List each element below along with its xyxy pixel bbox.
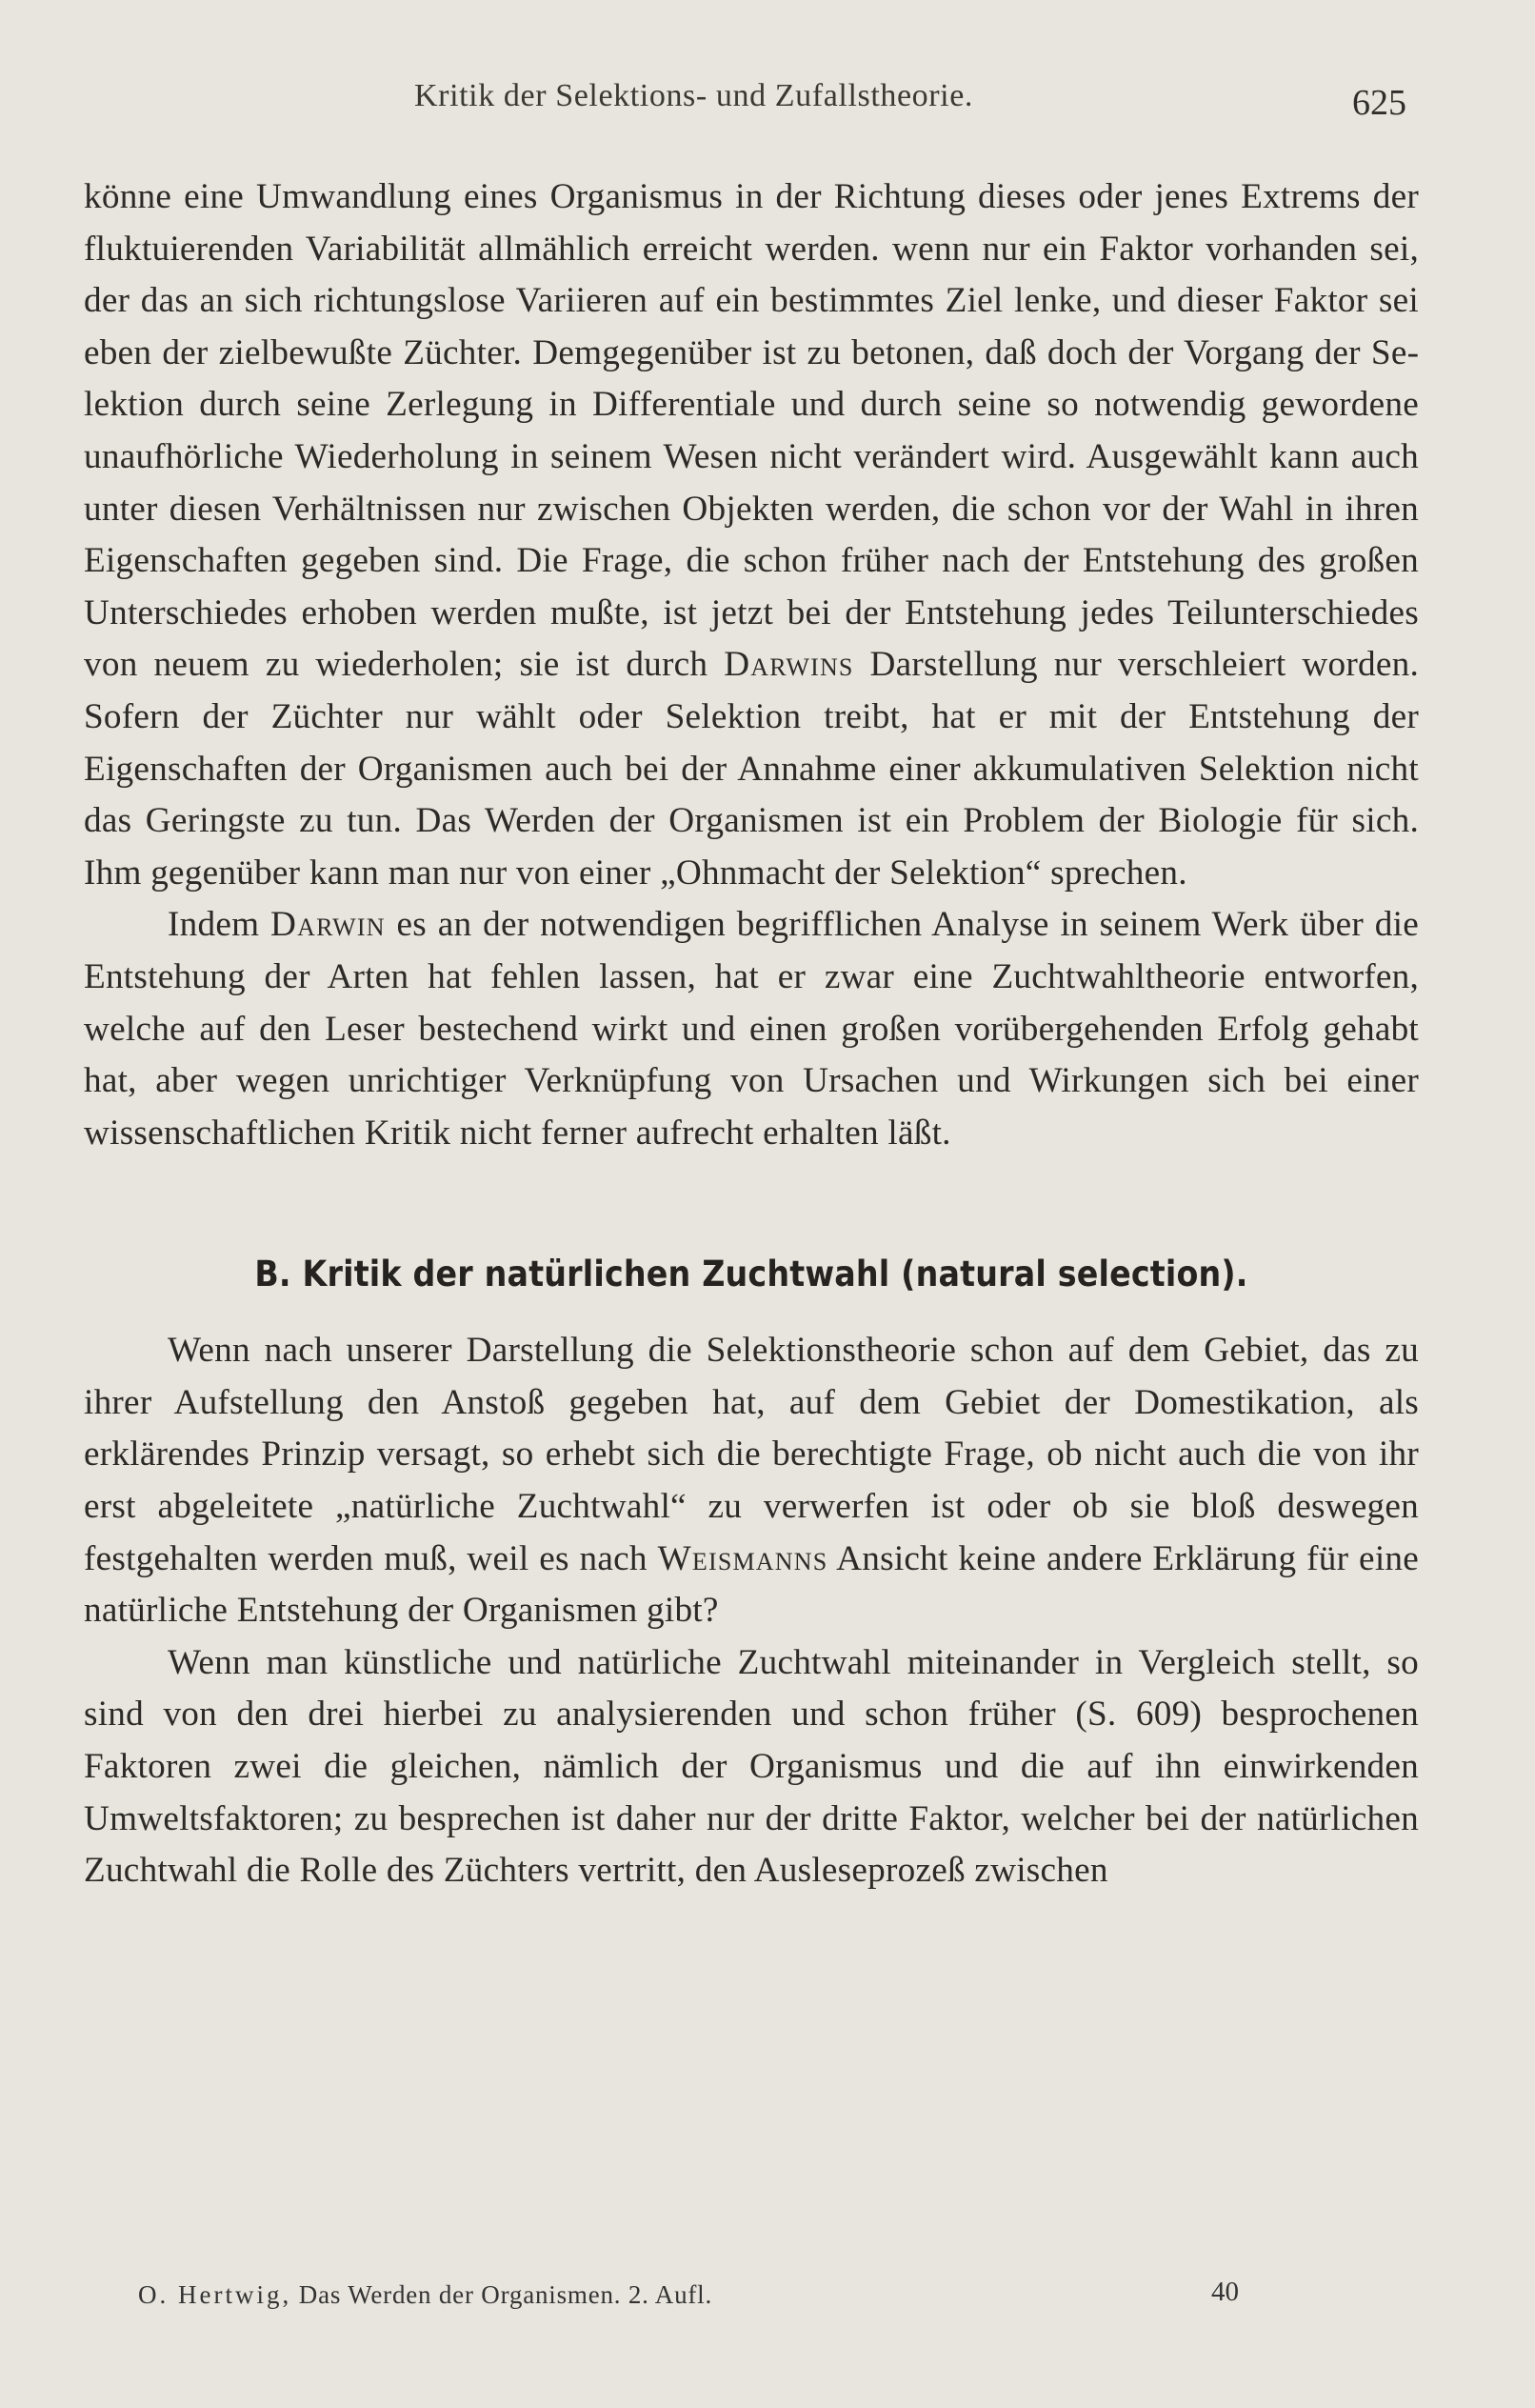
footer-author: O. Hertwig,: [138, 2280, 292, 2309]
paragraph-group-after-heading: [84, 1325, 1419, 1897]
paragraph: [84, 899, 1419, 1159]
text-run: Darstellung nur verschleiert worden. Sofern der Züchter nur wählt oder Selektion treibt, hat er mit der Entstehung der Eigenschaften der Organismen auch bei der Annahme einer akkumulativen Selektion nicht das Geringste zu tun. Das Werden der Organismen ist ein Problem der Biologie für sich. Ihm gegenüber kann man nur von einer „Ohnmacht der Selektion“ sprechen.: [84, 645, 1419, 893]
paragraph: [84, 1325, 1419, 1637]
text-run: Indem: [168, 905, 271, 945]
running-header: [0, 78, 1535, 126]
text-run: Ansicht keine andere Erklärung für eine natürliche Entstehung der Organismen gibt?: [84, 1538, 1419, 1631]
small-caps-name: Weismanns: [657, 1538, 828, 1578]
paragraph: [84, 171, 1419, 899]
section-heading: B. Kritik der natürlichen Zuchtwahl (natural selection).: [254, 1254, 1248, 1295]
footer-imprint: [138, 2280, 712, 2310]
page-footer: [0, 2277, 1535, 2322]
running-title: Kritik der Selektions- und Zufallstheorie.: [414, 78, 974, 113]
text-body: [84, 171, 1419, 1897]
paragraph: [84, 1637, 1419, 1897]
text-run: Wenn man künstliche und natürliche Zuchtwahl miteinander in Vergleich stellt, so sind von den drei hierbei zu analysierenden und schon früher (S. 609) besprochenen Faktoren zwei die gleichen, nämlich der Organismus und die auf ihn einwirkenden Umweltsfaktoren; zu besprechen ist daher nur der dritte Faktor, welcher bei der natürlichen Zuchtwahl die Rolle des Züchters vertritt, den Ausleseprozeß zwischen: [84, 1642, 1419, 1891]
small-caps-name: Darwin: [270, 905, 386, 945]
text-run: Wenn nach unserer Darstellung die Selektionstheorie schon auf dem Gebiet, das zu ihrer Aufstellung den Anstoß gegeben hat, auf dem Gebiet der Domestikation, als erklärendes Prinzip versagt, so erhebt sich die berechtigte Frage, ob nicht auch die von ihr erst abgeleitete „natürliche Zuchtwahl“ zu verwerfen ist oder ob sie bloß deswegen festgehalten werden muß, weil es nach: [84, 1331, 1419, 1578]
signature-mark: 40: [1211, 2277, 1239, 2307]
paragraph-group-before-heading: [84, 171, 1419, 1159]
small-caps-name: Darwins: [724, 645, 854, 685]
text-run: könne eine Umwandlung eines Organismus in der Richtung dieses oder jenes Extrems der fluktuierenden Variabilität allmählich erreicht werden. wenn nur ein Faktor vorhanden sei, der das an sich richtungslose Variieren auf ein bestimmtes Ziel lenke, und dieser Faktor sei eben der zielbewußte Züchter. Demgegenüber ist zu betonen, daß doch der Vorgang der Selektion durch seine Zerlegung in Differentiale und durch seine so notwendig gewordene unaufhörliche Wiederholung in seinem Wesen nicht verändert wird. Ausgewählt kann auch unter diesen Verhältnissen nur zwischen Objekten werden, die schon vor der Wahl in ihren Eigenschaften gegeben sind. Die Frage, die schon früher nach der Entstehung des großen Unterschiedes erhoben werden mußte, ist jetzt bei der Entstehung jedes Teilunterschiedes von neuem zu wiederholen; sie ist durch: [84, 177, 1419, 685]
page-number: 625: [1352, 83, 1406, 123]
footer-book-title: Das Werden der Organismen. 2. Aufl.: [298, 2280, 713, 2309]
text-run: es an der notwendigen begrifflichen Analyse in seinem Werk über die Entstehung der Arten hat fehlen lassen, hat er zwar eine Zuchtwahltheorie entworfen, welche auf den Leser bestechend wirkt und einen großen vorübergehenden Erfolg gehabt hat, aber wegen unrichtiger Verknüpfung von Ursachen und Wirkungen sich bei einer wissenschaftlichen Kritik nicht ferner aufrecht erhalten läßt.: [84, 905, 1419, 1153]
